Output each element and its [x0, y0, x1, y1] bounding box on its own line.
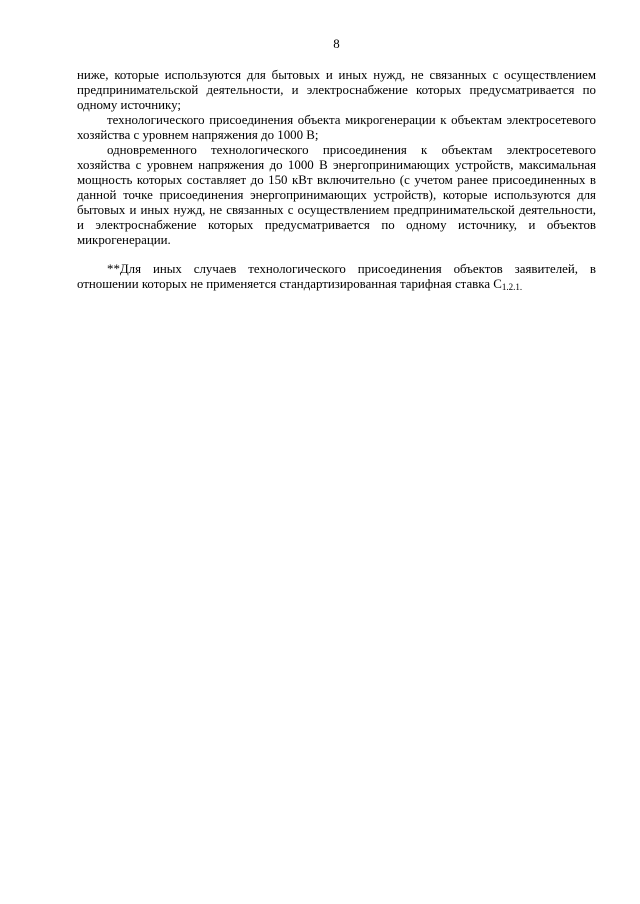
text-line: одновременного технологического присоединения к объектам электросетевого — [107, 143, 596, 157]
paragraph-continuation — [77, 68, 596, 113]
page-number: 8 — [333, 37, 340, 51]
text-line: предпринимательской деятельности, и электроснабжение которых предусматривается по — [77, 83, 596, 97]
text-line-with-subscript — [77, 277, 596, 293]
text-line: технологического присоединения объекта микрогенерации к объектам электросетевого — [107, 113, 596, 127]
text-line: хозяйства с уровнем напряжения до 1000 В энергопринимающих устройств, максимальная — [77, 158, 596, 172]
document-body — [77, 68, 596, 293]
text-line: и электроснабжение которых предусматривается по одному источнику, и объектов — [77, 218, 596, 232]
text-line: бытовых и иных нужд, не связанных с осуществлением предпринимательской деятельности, — [77, 203, 596, 217]
text-line: данной точке присоединения энергопринимающих устройств), которые используются для — [77, 188, 596, 202]
paragraph-microgeneration — [77, 113, 596, 143]
text-line: **Для иных случаев технологического присоединения объектов заявителей, в — [107, 262, 596, 276]
text-line: ниже, которые используются для бытовых и иных нужд, не связанных с осуществлением — [77, 68, 596, 82]
footnote-paragraph — [77, 262, 596, 293]
text-line: микрогенерации. — [77, 233, 171, 247]
text-line: мощность которых составляет до 150 кВт включительно (с учетом ранее присоединенных в — [77, 173, 596, 187]
rate-subscript: 1.2.1. — [501, 282, 523, 292]
paragraph-simultaneous-connection — [77, 143, 596, 248]
text-line: одному источнику; — [77, 98, 181, 112]
text-line: отношении которых не применяется стандартизированная тарифная ставка С — [77, 277, 502, 291]
text-line: хозяйства с уровнем напряжения до 1000 В; — [77, 128, 319, 142]
blank-line — [77, 248, 596, 262]
